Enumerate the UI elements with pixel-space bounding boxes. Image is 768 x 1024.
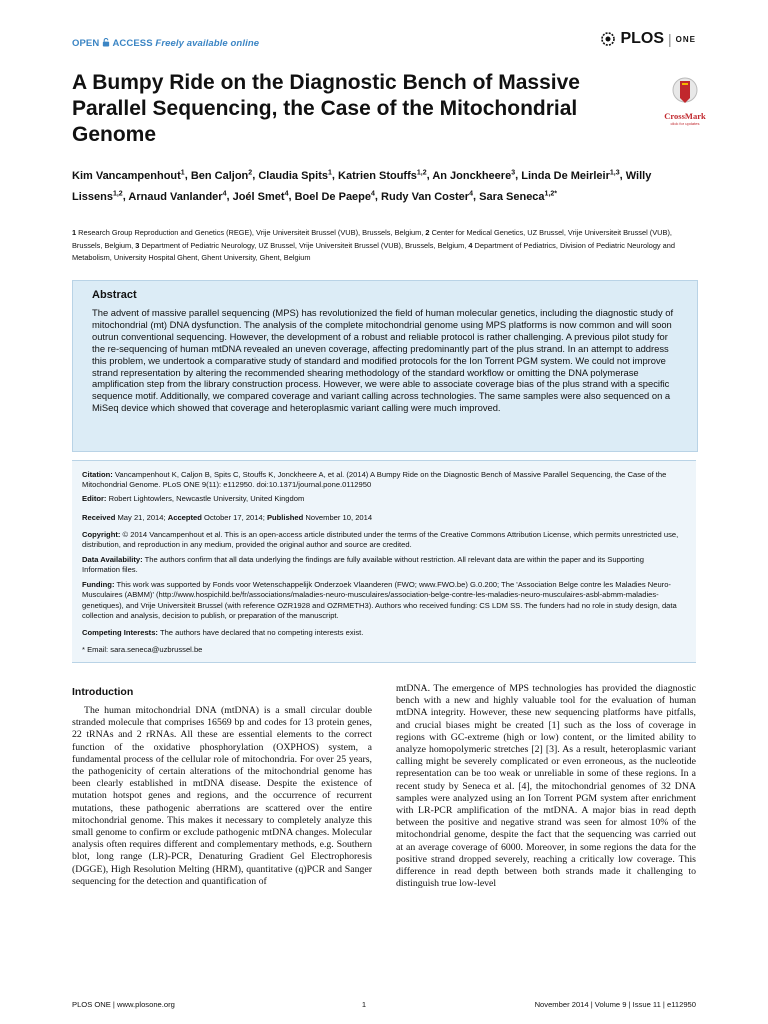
- author-name: Joél Smet$^4$: [232, 190, 289, 203]
- competing-interests: [82, 628, 682, 638]
- affiliation-text: Research Group Reproduction and Genetics (REGE), Vrije Universiteit Brussel (VUB), Brussels, Belgium,: [78, 228, 426, 237]
- author-name: Arnaud Vanlander$^4$: [128, 190, 227, 203]
- author-affiliation-marker: 4: [469, 190, 473, 198]
- author-name: Linda De Meirleir$^{1,3}$: [521, 169, 620, 182]
- published-date: November 10, 2014: [305, 513, 373, 522]
- dates: [82, 513, 682, 523]
- author-name: An Jonckheere$^3$: [432, 169, 516, 182]
- meta-bottom-rule: [72, 662, 696, 663]
- affiliations: [72, 227, 698, 265]
- published-label: Published: [266, 513, 304, 522]
- author-affiliation-marker: 3: [511, 169, 516, 176]
- author-name: Willy Lissens$^{1,2}$: [72, 169, 652, 203]
- author-affiliation-marker: 1,3: [609, 169, 620, 176]
- footer-journal[interactable]: PLOS ONE | www.plosone.org: [72, 1000, 175, 1009]
- author-list: Kim Vancampenhout$^1$, Ben Caljon$^2$, Claudia Spits$^1$, Katrien Stouffs$^{1,2}$, An Jonckheere$^3$, Linda De Meirleir$^{1,3}$, Willy Lissens$^{1,2}$, Arnaud Vanlander$^4$, Joél Smet$^4$, Boel De Paepe$^4$, Rudy Van Coster$^4$, Sara Seneca$^{1,2*}$: [72, 169, 652, 203]
- editor-label: Editor:: [82, 494, 107, 503]
- freely-available-label: Freely available online: [155, 38, 260, 49]
- author-name: Sara Seneca$^{1,2*}$: [479, 190, 558, 203]
- introduction-heading: Introduction: [72, 686, 134, 698]
- funding-text: This work was supported by Fonds voor Wetenschappelijk Onderzoek Vlaanderen (FWO; www.FWO.be) G.0.200; The 'Association Belge contre les Maladies Neuro-Musculaires (ABMM)' (http://www.hospichild.be/fr/associations/maladies-neuro-musculaires/association-belge-contre-les-maladies-neuro-musculaires-asbl-abmm-maladies-genetiques), and Vrije Universiteit Brussel (with reference OZR1928 and OZRMETH3). Authors who received funding: CS LDM SS. The funders had no role in study design, data collection and analysis, decision to publish, or preparation of the manuscript.: [82, 580, 677, 620]
- crossmark-sub: click for updates: [670, 121, 700, 126]
- meta-top-rule: [72, 460, 696, 461]
- availability-text: The authors confirm that all data underlying the findings are fully available without restriction. All relevant data are within the paper and its Supporting Information files.: [82, 555, 644, 575]
- affiliation-number: 1: [72, 228, 79, 237]
- funding: [82, 580, 682, 621]
- copyright-text: © 2014 Vancampenhout et al. This is an open-access article distributed under the terms of the Creative Commons Attribution License, which permits unrestricted use, distribution, and reproduction in any medium, provided the original author and source are credited.: [82, 530, 679, 550]
- author-name: Boel De Paepe$^4$: [294, 190, 375, 203]
- abstract-text: The advent of massive parallel sequencing (MPS) has revolutionized the field of human molecular genetics, including the diagnostic study of mitochondrial (mt) DNA dysfunction. The analysis of the complete mitochondrial genome using MPS platforms is now common and will soon outrun conventional sequencing. However, the development of a robust and reliable protocol is rather challenging. A previous pilot study for the re-sequencing of human mtDNA revealed an uneven coverage, affecting predominantly part of the plus strand. In an attempt to address this problem, we undertook a comparative study of standard and modified protocols for the Ion Torrent PGM system. We could not improve strand representation by altering the recommended shearing methodology of the standard workflow or omitting the DNA polymerase amplification step from the library construction process. However, we were able to associate coverage bias of the plus strand with a specific sequence motif. Additionally, we compared coverage and variant calling across technologies. The same samples were also sequenced on a MiSeq device which showed that coverage and heteroplasmic variant calling were much improved.: [92, 307, 674, 414]
- page-footer: [72, 1000, 696, 1009]
- abstract-heading: Abstract: [92, 289, 137, 301]
- journal-name: ONE: [675, 34, 696, 44]
- plos-one-logo[interactable]: [600, 30, 696, 48]
- author-affiliation-marker: 4: [284, 190, 289, 198]
- crossmark-label: CrossMark: [664, 111, 706, 121]
- intro-right-column: mtDNA. The emergence of MPS technologies has provided the diagnostic bench with a new and highly valuable tool for the evaluation of human mtDNA integrity. However, these new sequencing platforms have pitfalls, and crucial biases might be created [1] such as the loss of coverage in regions with GC-extreme (high or low) content, or the limited ability to analyze homopolymeric stretches [2] [3]. As a result, heteroplasmic variant calling might be severely complicated or even erroneous, as the nucleotide representation can be too weak or unreliable in some of these regions. In a recent study by Seneca et al. [4], the mitochondrial genomes of 32 DNA samples were analyzed using an Ion Torrent PGM system after enrichment with LR-PCR amplification of the mtDNA. A major bias in read depth between the positive and negative strand was seen for almost 10% of the mitochondrial genome, despite the fact that the sequencing was carried out at an average coverage of 6000. Moreover, in some regions the data for the positive strand dropped severely, reaching a critically low coverage. This difference in read depth between both strands made it challenging to distinguish true low-level: [396, 683, 696, 890]
- intro-left-column: The human mitochondrial DNA (mtDNA) is a small circular double stranded molecule that comprises 16569 bp and codes for 13 protein genes, 22 tRNAs and 2 rRNAs. All these are essential elements to the correct function of the oxidative phosphorylation (OXPHOS) system, a fundamental process of the cellular role of mitochondria. For over 25 years, the pathogenicity of certain alterations of the mitochondrial genome has been clearly established in mtDNA disease. Despite the existence of mutation hotspot genes and regions, and the occurrence of recurrent mutations, these pathogenic aberrations are scattered over the entire mitochondrial genome. This makes it necessary to completely analyze this small genome to confirm or exclude pathogenic mtDNA changes. Molecular analysis often requires different and complementary methods, e.g. Southern blot, long range (LR)-PCR, Denaturing Gradient Gel Electrophoresis (DGGE), High Resolution Melting (HRM), quantitative (q)PCR and Sanger sequencing for the detection and quantification of: [72, 705, 372, 887]
- competing-label: Competing Interests:: [82, 628, 158, 637]
- open-label: OPEN: [72, 38, 100, 49]
- affiliation-text: Department of Pediatric Neurology, UZ Brussel, Vrije Universiteit Brussel (VUB), Brussels, Belgium,: [141, 240, 469, 250]
- logo-separator: |: [668, 31, 672, 47]
- author-affiliation-marker: 1,2*: [544, 190, 558, 198]
- affiliation-number: 2: [425, 228, 432, 237]
- footer-issue: November 2014 | Volume 9 | Issue 11 | e112950: [534, 1000, 696, 1009]
- email[interactable]: * Email: sara.seneca@uzbrussel.be: [82, 645, 203, 654]
- affiliation-text: Center for Medical Genetics, UZ Brussel, Vrije Universiteit Brussel (VUB), Brussels, Belgium,: [72, 228, 672, 250]
- open-lock-icon: [102, 38, 110, 47]
- access-label: ACCESS: [112, 38, 153, 49]
- received-date: May 21, 2014;: [117, 513, 166, 522]
- article-title: A Bumpy Ride on the Diagnostic Bench of Massive Parallel Sequencing, the Case of the Mitochondrial Genome: [72, 71, 580, 146]
- availability-label: Data Availability:: [82, 555, 143, 564]
- accepted-date: October 17, 2014;: [204, 513, 265, 522]
- citation: [82, 470, 682, 491]
- author-affiliation-marker: 1: [328, 169, 332, 176]
- copyright: [82, 530, 682, 551]
- author-affiliation-marker: 1,2: [416, 169, 427, 176]
- author-affiliation-marker: 4: [371, 190, 375, 198]
- author-affiliation-marker: 1,2: [112, 190, 123, 198]
- open-access-banner: [72, 38, 259, 49]
- crossmark-icon: [672, 76, 698, 106]
- author-affiliation-marker: 2: [248, 169, 253, 176]
- author-affiliation-marker: 1: [180, 169, 185, 176]
- citation-label: Citation:: [82, 470, 113, 479]
- competing-text: The authors have declared that no competing interests exist.: [159, 628, 364, 637]
- author-name: Katrien Stouffs$^{1,2}$: [338, 169, 427, 182]
- author-name: Ben Caljon$^2$: [190, 169, 253, 182]
- author-affiliation-marker: 4: [222, 190, 227, 198]
- author-name: Kim Vancampenhout$^1$: [72, 169, 185, 182]
- affiliation-number: 3: [135, 240, 142, 250]
- affiliation-number: 4: [468, 240, 475, 250]
- affiliation-text: Department of Pediatrics, Division of Pediatric Neurology and Metabolism, University Hospital Ghent, Ghent University, Ghent, Belgium: [72, 240, 676, 263]
- accepted-label: Accepted: [167, 513, 202, 522]
- author-name: Rudy Van Coster$^4$: [381, 190, 473, 203]
- page-number: 1: [361, 1000, 367, 1009]
- funding-label: Funding:: [82, 580, 115, 589]
- received-label: Received: [82, 513, 116, 522]
- data-availability: [82, 555, 682, 576]
- author-name: Claudia Spits$^1$: [258, 169, 332, 182]
- copyright-label: Copyright:: [82, 530, 121, 539]
- editor: [82, 494, 682, 504]
- editor-text: Robert Lightowlers, Newcastle University, United Kingdom: [108, 494, 305, 503]
- citation-text: Vancampenhout K, Caljon B, Spits C, Stouffs K, Jonckheere A, et al. (2014) A Bumpy Ride on the Diagnostic Bench of Massive Parallel Sequencing, the Case of the Mitochondrial Genome. PLoS ONE 9(11): e112950. doi:10.1371/journal.pone.0112950: [82, 470, 667, 490]
- plos-brand: PLOS: [620, 30, 665, 47]
- plos-gear-icon: [600, 31, 616, 47]
- crossmark-badge[interactable]: [659, 76, 711, 126]
